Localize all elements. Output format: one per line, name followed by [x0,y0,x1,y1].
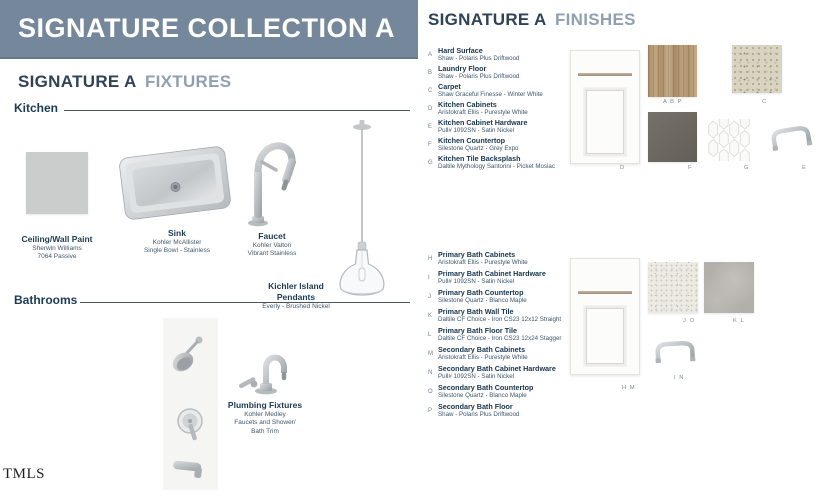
grey-expo-countertop-swatch [648,112,697,162]
swatch-label-jo: J O [683,318,696,324]
picket-mosaic-swatch [708,119,750,161]
swatch-label-e: E [802,165,807,171]
swatch-label-in: I N [674,375,685,381]
finish-title: Kitchen Countertop [438,136,506,145]
finish-detail: Pull# 1092SN - Satin Nickel [438,127,515,135]
cabinet-drawer-groove [578,73,632,76]
finish-item [428,384,638,400]
finish-detail: Aristokraft Ellis - Purestyle White [438,354,528,362]
collection-title: SIGNATURE COLLECTION A [18,13,395,43]
finish-title: Secondary Bath Countertop [438,383,534,392]
kitchen-faucet-image [243,126,303,228]
shower-trim-drawing [163,318,218,490]
paint-detail: 7064 Passive [37,253,77,261]
bath-faucet-image [232,342,294,398]
sink-label [131,228,223,256]
finishes-heading-primary: SIGNATURE A [428,10,546,29]
finish-title: Primary Bath Wall Tile [438,307,514,316]
paint-name: Ceiling/Wall Paint [21,234,93,244]
pendant-label [248,281,344,312]
finish-letter: F [428,141,432,148]
swatch-label-hm: H M [622,385,636,391]
finish-letter: K [428,312,433,319]
finish-detail: Shaw - Polaris Plus Driftwood [438,411,520,419]
cabinet-door-panel [584,306,626,366]
kitchen-faucet-name: Faucet [258,231,286,241]
finish-letter: L [428,331,432,338]
island-pendant-image [326,118,392,300]
finish-title: Hard Surface [438,46,483,55]
finish-detail: Aristokraft Ellis - Purestyle White [438,259,528,267]
plumbing-name: Plumbing Fixtures [227,400,303,410]
kitchen-cabinet-door-swatch [570,50,640,164]
cabinet-drawer-groove [578,291,632,294]
finish-title: Kitchen Cabinets [438,100,497,109]
iron-tile-swatch [704,262,754,313]
kitchen-faucet-label [228,231,316,259]
finish-title: Primary Bath Cabinets [438,250,516,259]
swatch-label-f: F [688,165,693,171]
sink-image [116,142,234,224]
finish-detail: Daltile CF Choice - Iron CS23 12x12 Straight [438,316,562,324]
finish-title: Carpet [438,82,461,91]
finish-letter: D [428,105,433,112]
blanco-maple-countertop-swatch [648,262,698,313]
cabinet-door-panel [584,88,626,156]
kitchen-pull-swatch [766,119,816,156]
finish-title: Primary Bath Countertop [438,288,524,297]
finish-detail: Silestone Quartz - Grey Expo [438,145,519,153]
finish-letter: I [428,274,430,281]
finish-title: Secondary Bath Floor [438,402,513,411]
finish-detail: Pull# 1092SN - Satin Nickel [438,373,515,381]
finish-letter: H [428,255,433,262]
sink-brand: Kohler McAllister [152,239,202,247]
finish-title: Kitchen Cabinet Hardware [438,118,528,127]
paint-label [10,234,104,262]
plumbing-detail2: Bath Trim [251,427,279,435]
sink-name: Sink [168,228,186,238]
bathrooms-section-rule [80,302,410,303]
swatch-label-kl: K L [733,318,745,324]
pendant-brand: Everly - Brushed Nickel [262,303,330,311]
finish-letter: M [428,350,433,357]
tmls-watermark: TMLS [3,466,46,482]
finish-letter: O [428,388,433,395]
bath-pull-swatch [651,335,699,367]
bathrooms-section-label: Bathrooms [14,293,78,307]
finish-title: Primary Bath Floor Tile [438,326,517,335]
swatch-label-d: D [620,165,626,171]
plumbing-label [222,400,308,436]
fixtures-heading [18,72,231,92]
bath-cabinet-door-swatch [570,258,640,375]
finish-title: Kitchen Tile Backsplash [438,154,521,163]
finish-title: Secondary Bath Cabinets [438,345,526,354]
finishes-heading [428,10,636,30]
finish-letter: A [428,51,433,58]
finish-letter: N [428,369,433,376]
wall-paint-swatch [26,152,88,214]
finish-letter: P [428,407,433,414]
kitchen-faucet-detail: Vibrant Stainless [247,250,297,258]
pendant-name: Kichler Island Pendants [268,281,324,303]
carpet-swatch [732,45,782,93]
finish-letter: J [428,293,431,300]
finish-detail: Shaw - Polaris Plus Driftwood [438,55,520,63]
swatch-label-abp: A B P [663,99,683,105]
finish-detail: Shaw Graceful Finesse - Winter White [438,91,543,99]
finish-detail: Daltile Mythology Santorini - Picket Mosiac [438,163,555,171]
finish-title: Primary Bath Cabinet Hardware [438,269,546,278]
finish-detail: Shaw - Polaris Plus Driftwood [438,73,520,81]
finish-title: Secondary Bath Cabinet Hardware [438,364,556,373]
swatch-label-g: G [744,165,750,171]
finish-detail: Aristokraft Ellis - Purestyle White [438,109,528,117]
finish-letter: E [428,123,433,130]
finish-detail: Silestone Quartz - Blanco Maple [438,297,527,305]
finishes-heading-secondary: FINISHES [554,10,636,29]
plumbing-brand: Kohler Medley [244,411,286,419]
fixtures-heading-primary: SIGNATURE A [18,72,136,91]
finish-letter: G [428,159,433,166]
finish-detail: Pull# 1092SN - Satin Nickel [438,278,515,286]
finish-title: Laundry Floor [438,64,487,73]
paint-brand: Sherwin Williams [32,245,82,253]
collection-banner [0,0,418,59]
plumbing-detail: Faucets and Shower/ [234,419,296,427]
hard-surface-wood-swatch [648,45,697,97]
finish-detail: Daltile CF Choice - Iron CS23 12x24 Stagger [438,335,562,343]
kitchen-faucet-brand: Kohler Valton [252,242,292,250]
shower-trim-image [163,318,218,490]
sink-detail: Single Bowl - Stainless [143,247,211,255]
fixtures-heading-secondary: FIXTURES [144,72,232,91]
kitchen-section-label: Kitchen [14,101,59,115]
finish-letter: C [428,87,433,94]
finish-item [428,403,638,419]
finish-detail: Silestone Quartz - Blanco Maple [438,392,527,400]
kitchen-section-rule [64,110,410,111]
finish-letter: B [428,69,433,76]
swatch-label-c: C [762,99,768,105]
